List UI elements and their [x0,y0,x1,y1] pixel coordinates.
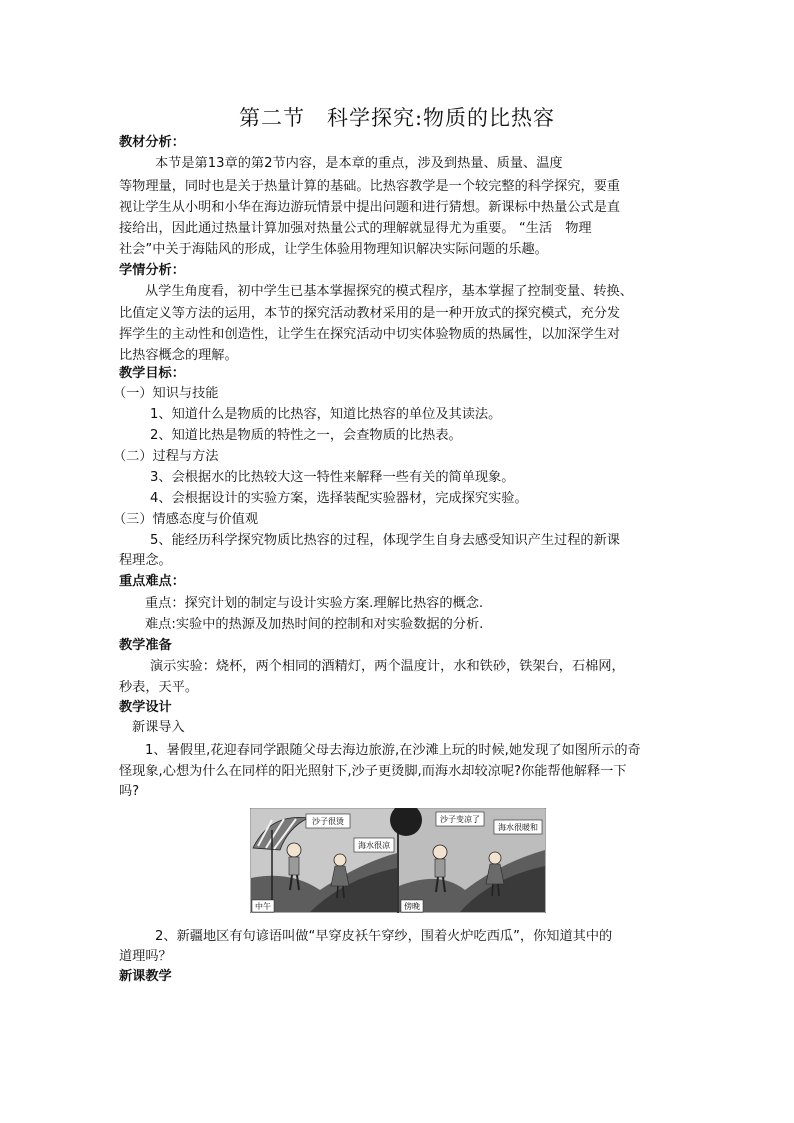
heading-key-points: 重点难点： [119,574,185,589]
heading-student-analysis: 学情分析： [119,263,185,278]
objective-item: 4、会根据设计的实验方案，选择装配实验器材，完成探究实验。 [150,491,528,506]
bubble-text: 海水很凉 [358,841,390,850]
paragraph-line: 视让学生从小明和小华在海边游玩情景中提出问题和进行猜想。新课标中热量公式是直 [119,200,621,215]
question-line: 2、新疆地区有句谚语叫做“早穿皮袄午穿纱，围着火炉吃西瓜”，你知道其中的 [155,929,613,944]
objective-item: 程理念。 [119,553,172,568]
objective-item: 5、能经历科学探究物质比热容的过程，体现学生自身去感受知识产生过程的新课 [150,533,620,548]
objective-item: 3、会根据水的比热较大这一特性来解释一些有关的简单现象。 [150,470,515,485]
caption-text: 傍晚 [404,902,420,911]
evening-panel [390,808,545,912]
page-title: 第二节 科学探究:物质的比热容 [238,106,556,130]
difficult-point-text: 难点:实验中的热源及加热时间的控制和对实验数据的分析. [145,617,484,632]
key-point-text: 重点：探究计划的制定与设计实验方案.理解比热容的概念. [145,596,484,611]
question-line: 1、暑假里,花迎春同学跟随父母去海边旅游,在沙滩上玩的时候,她发现了如图所示的奇 [145,743,641,758]
beach-illustration [250,808,546,913]
heading-objectives: 教学目标： [119,366,185,381]
bubble-text: 海水很暖和 [498,823,538,832]
caption-text: 中午 [255,902,271,911]
paragraph-line: 演示实验：烧杯，两个相同的酒精灯，两个温度计，水和铁砂，铁架台，石棉网， [150,659,625,674]
heading-preparation: 教学准备 [119,638,172,653]
heading-new-lesson: 新课教学 [119,969,172,984]
objective-item: 2、知道比热是物质的特性之一，会查物质的比热表。 [150,428,462,443]
heading-design: 教学设计 [119,700,172,715]
paragraph-line: 比热容概念的理解。 [119,348,238,363]
bubble-text: 沙子很烫 [312,817,344,826]
subheading: （二）过程与方法 [113,449,219,464]
bubble-text: 沙子变凉了 [440,815,480,824]
subheading: 新课导入 [132,720,185,735]
noon-panel [251,809,397,912]
subheading: （三）情感态度与价值观 [113,512,259,527]
subheading: （一）知识与技能 [113,386,219,401]
paragraph-line: 比值定义等方法的运用，本节的探究活动教材采用的是一种开放式的探究模式，充分发 [119,306,621,321]
question-line: 怪现象,心想为什么在同样的阳光照射下,沙子更烫脚,而海水却较凉呢?你能帮他解释一下 [119,764,627,779]
heading-textbook-analysis: 教材分析： [119,135,185,150]
paragraph-line: 秒表，天平。 [119,680,199,695]
paragraph-line: 接给出，因此通过热量计算加强对热量公式的理解就显得尤为重要。 “生活 物理 [119,221,592,236]
paragraph-line: 等物理量，同时也是关于热量计算的基础。比热容教学是一个较完整的科学探究，要重 [119,179,621,194]
question-line: 道理吗？ [119,949,172,964]
paragraph-line: 社会”中关于海陆风的形成，让学生体验用物理知识解决实际问题的乐趣。 [119,242,548,257]
paragraph-line: 从学生角度看，初中学生已基本掌握探究的模式程序，基本掌握了控制变量、转换、 [145,284,633,299]
paragraph-line: 挥学生的主动性和创造性，让学生在探究活动中切实体验物质的热属性，以加深学生对 [119,327,621,342]
question-line: 吗? [119,784,140,799]
paragraph-line: 本节是第13章的第2节内容，是本章的重点，涉及到热量、质量、温度 [155,156,563,171]
objective-item: 1、知道什么是物质的比热容，知道比热容的单位及其读法。 [150,407,502,422]
